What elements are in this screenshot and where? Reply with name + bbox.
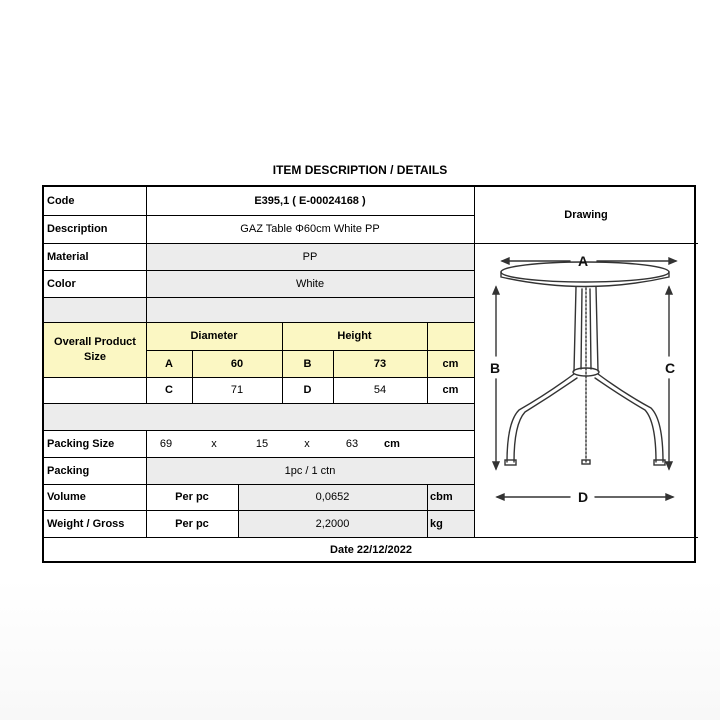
dim-key-a: A (165, 357, 173, 370)
dim-value-a: 60 (230, 357, 244, 370)
packing-x-2: x (304, 437, 310, 450)
drawing-header: Drawing (564, 209, 608, 221)
dim-value-b: 73 (373, 357, 387, 370)
weight-per: Per pc (175, 517, 209, 530)
dim-unit-row1: cm (442, 357, 459, 370)
background-fade (0, 578, 720, 720)
height-header: Height (337, 330, 372, 342)
date-footer: Date 22/12/2022 (330, 544, 412, 556)
packing-width: 15 (255, 437, 269, 450)
packing-value: 1pc / 1 ctn (284, 464, 336, 477)
leg-left-inner (514, 378, 577, 462)
description-label: Description (47, 223, 108, 235)
dim-d-label: D (577, 489, 589, 505)
leg-right-inner (595, 378, 656, 462)
dim-a-arrow-left (502, 258, 509, 264)
grey-spacer-row-2 (44, 403, 474, 430)
dim-value-d: 54 (373, 384, 387, 396)
weight-label: Weight / Gross (47, 517, 125, 530)
dim-b-arrow-top (493, 287, 499, 294)
column-right (596, 287, 598, 371)
color-label: Color (47, 277, 76, 290)
packing-height: 63 (345, 437, 359, 450)
weight-unit: kg (430, 517, 443, 530)
page-title: ITEM DESCRIPTION / DETAILS (272, 163, 448, 177)
packing-label: Packing (47, 464, 90, 477)
material-value: PP (302, 250, 318, 263)
packing-size-label: Packing Size (47, 437, 115, 450)
row-line (44, 403, 474, 404)
dim-c-arrow-bottom (666, 462, 672, 469)
dim-a-label: A (577, 253, 589, 269)
packing-length: 69 (159, 437, 173, 450)
dim-a-arrow-right (669, 258, 676, 264)
description-value: GAZ Table Φ60cm White PP (240, 223, 380, 235)
dim-b-arrow-bottom (493, 462, 499, 469)
spec-sheet (42, 185, 696, 563)
column-inner-left (581, 289, 582, 369)
dim-d-arrow-right (666, 494, 673, 500)
dim-unit-row2: cm (442, 384, 459, 396)
packing-x-1: x (211, 437, 217, 450)
weight-value: 2,2000 (315, 517, 350, 530)
diameter-header: Diameter (190, 330, 238, 342)
row-line (44, 297, 474, 298)
column-left (574, 287, 576, 371)
dim-b-label: B (489, 360, 501, 376)
dim-value-c: 71 (230, 384, 244, 396)
color-value: White (295, 277, 325, 290)
grey-spacer-row-1 (44, 297, 474, 322)
table-drawing (475, 244, 697, 536)
packing-unit: cm (384, 437, 400, 450)
volume-label: Volume (47, 491, 86, 503)
dim-c-arrow-top (666, 287, 672, 294)
material-label: Material (47, 250, 89, 263)
dim-key-b: B (303, 357, 312, 370)
volume-per: Per pc (175, 491, 209, 503)
dim-key-c: C (165, 384, 173, 396)
code-value: E395,1 ( E-00024168 ) (254, 195, 366, 207)
column-inner-right (590, 289, 591, 369)
code-label: Code (47, 195, 75, 207)
volume-unit: cbm (430, 491, 453, 503)
dim-d-arrow-left (497, 494, 504, 500)
dim-key-d: D (303, 384, 312, 396)
volume-value: 0,0652 (315, 491, 350, 503)
dim-c-label: C (664, 360, 676, 376)
overall-size-label: Overall Product Size (54, 335, 136, 363)
